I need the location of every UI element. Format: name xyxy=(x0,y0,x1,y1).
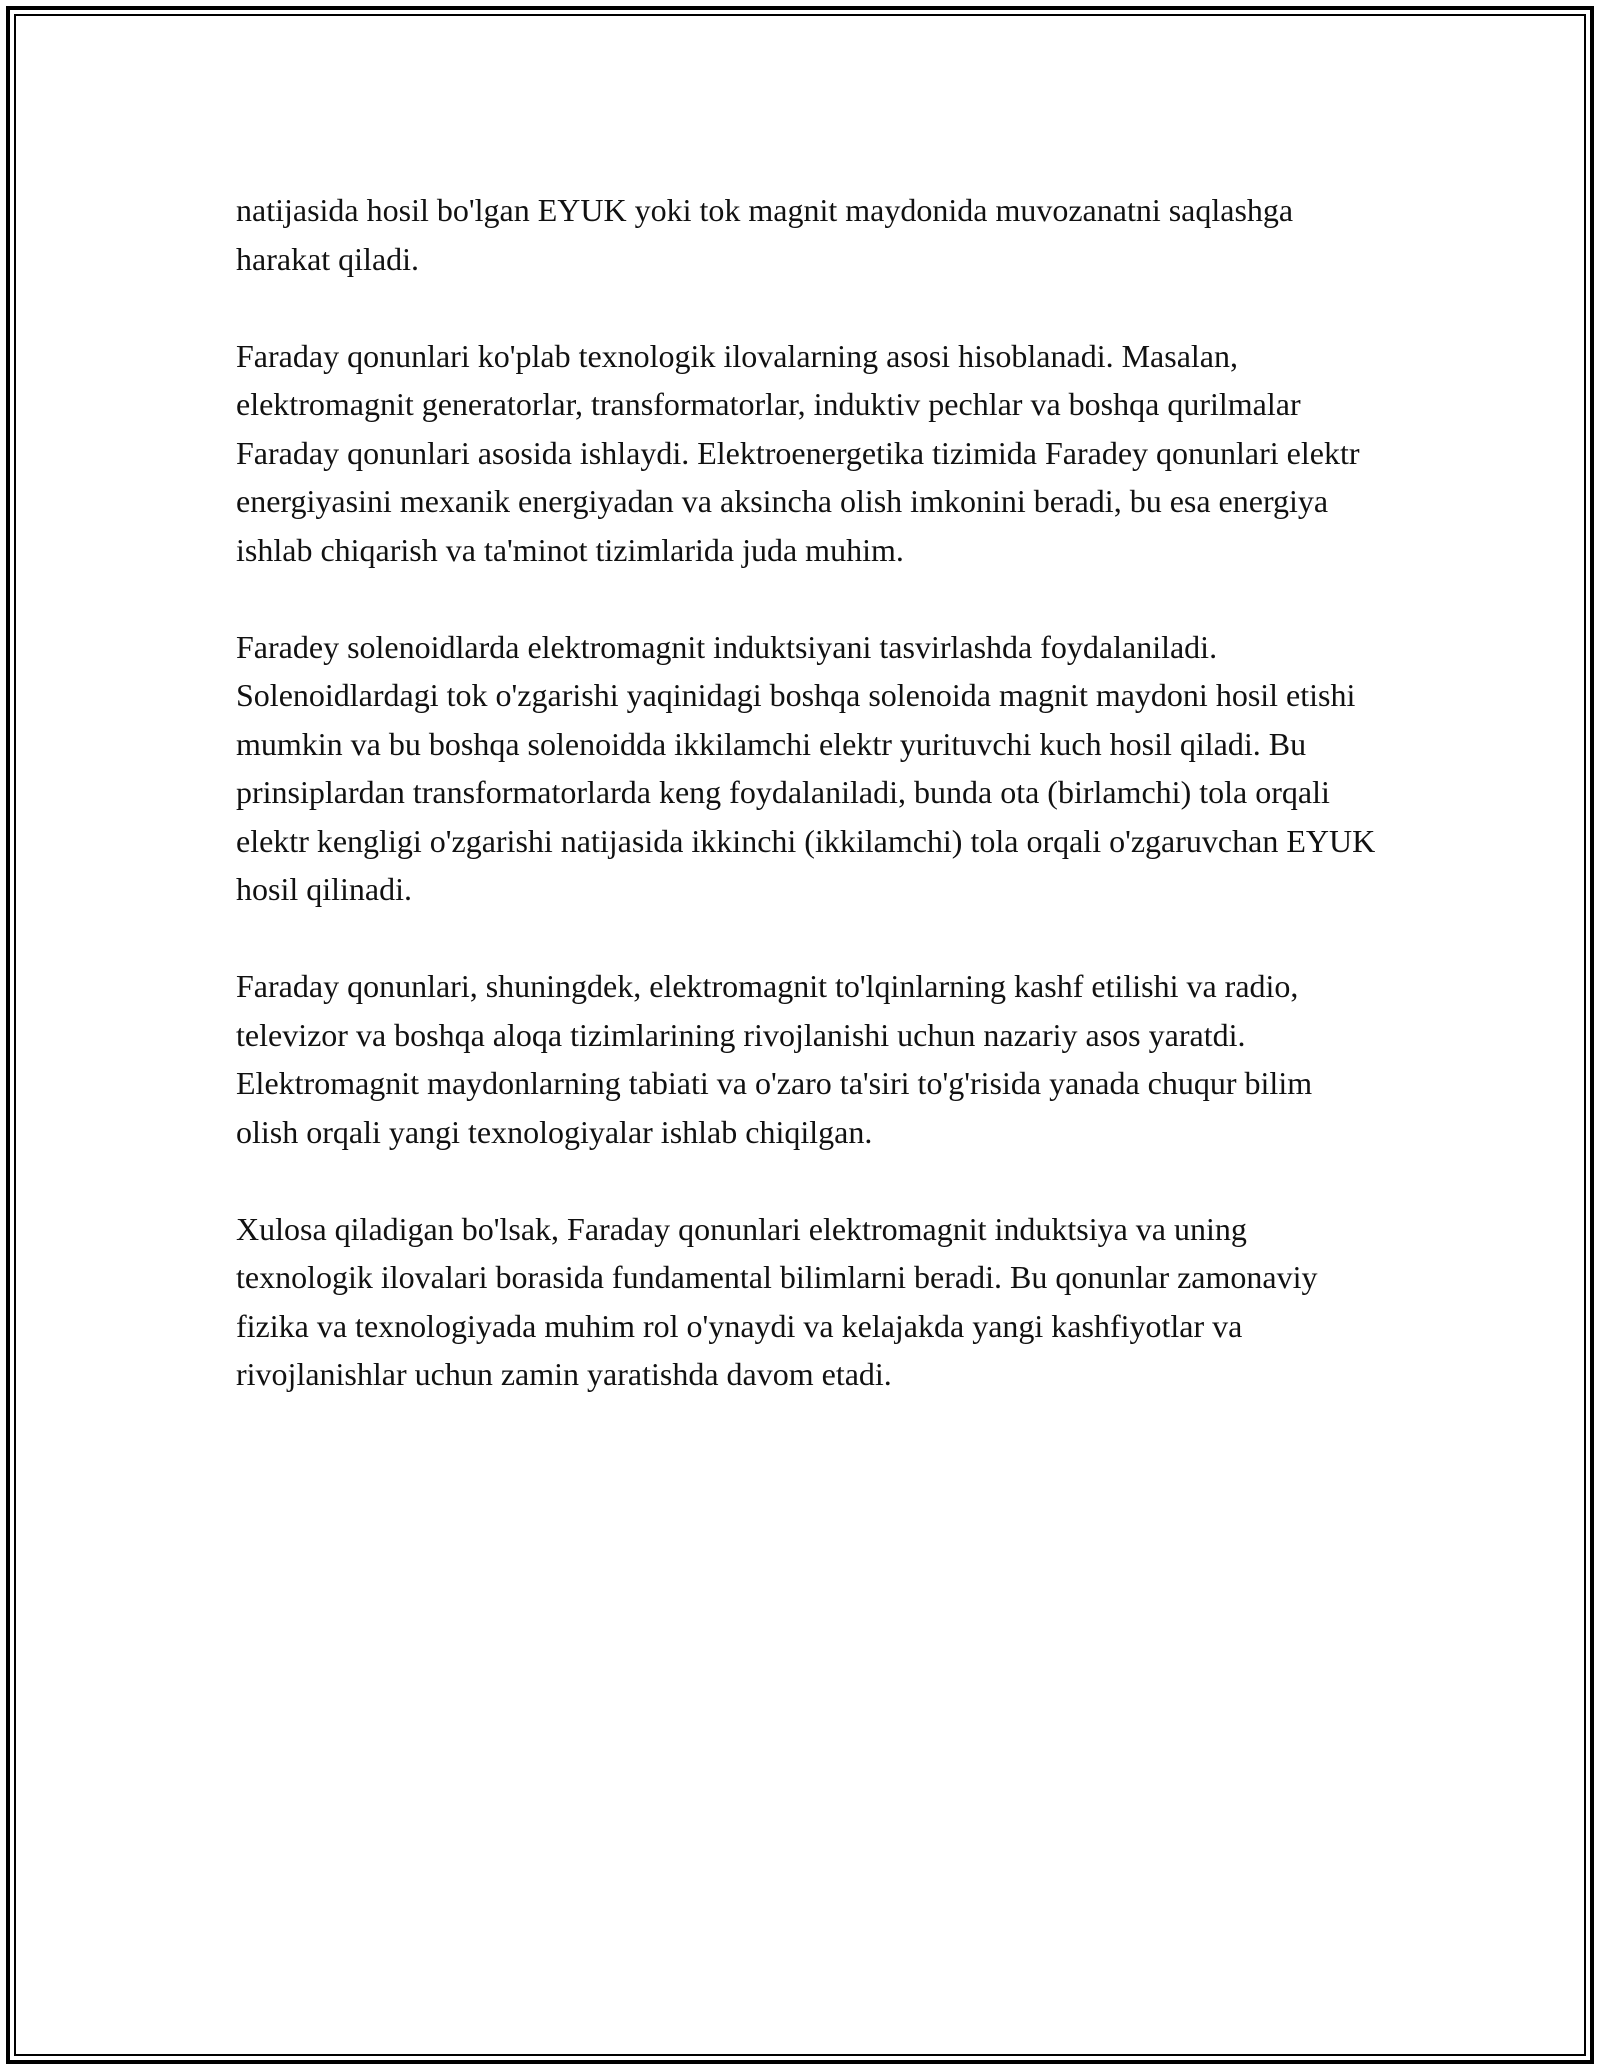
paragraph-3: Faradey solenoidlarda elektromagnit induktsiyani tasvirlashda foydalaniladi. Solenoidlardagi tok o'zgarishi yaqinidagi boshqa solenoida magnit maydoni hosil etishi mumkin va bu boshqa solenoidda ikkilamchi elektr yurituvchi kuch hosil qiladi. Bu prinsiplardan transformatorlarda keng foydalaniladi, bunda ota (birlamchi) tola orqali elektr kengligi o'zgarishi natijasida ikkinchi (ikkilamchi) tola orqali o'zgaruvchan EYUK hosil qilinadi. xyxy=(236,628,1376,907)
document-body xyxy=(236,186,1381,1447)
paragraph-5: Xulosa qiladigan bo'lsak, Faraday qonunlari elektromagnit induktsiya va uning texnologik ilovalari borasida fundamental bilimlarni beradi. Bu qonunlar zamonaviy fizika va texnologiyada muhim rol o'ynaydi va kelajakda yangi kashfiyotlar va rivojlanishlar uchun zamin yaratishda davom etadi. xyxy=(236,1210,1318,1392)
paragraph-1: natijasida hosil bo'lgan EYUK yoki tok magnit maydonida muvozanatni saqlashga harakat qiladi. xyxy=(236,192,1294,277)
paragraph-4: Faraday qonunlari, shuningdek, elektromagnit to'lqinlarning kashf etilishi va radio, televizor va boshqa aloqa tizimlarining rivojlanishi uchun nazariy asos yaratdi. Elektromagnit maydonlarning tabiati va o'zaro ta'siri to'g'risida yanada chuqur bilim olish orqali yangi texnologiyalar ishlab chiqilgan. xyxy=(236,968,1313,1150)
paragraph-2: Faraday qonunlari ko'plab texnologik ilovalarning asosi hisoblanadi. Masalan, elektromagnit generatorlar, transformatorlar, induktiv pechlar va boshqa qurilmalar Faraday qonunlari asosida ishlaydi. Elektroenergetika tizimida Faradey qonunlari elektr energiyasini mexanik energiyadan va aksincha olish imkonini beradi, bu esa energiya ishlab chiqarish va ta'minot tizimlarida juda muhim. xyxy=(236,337,1360,568)
